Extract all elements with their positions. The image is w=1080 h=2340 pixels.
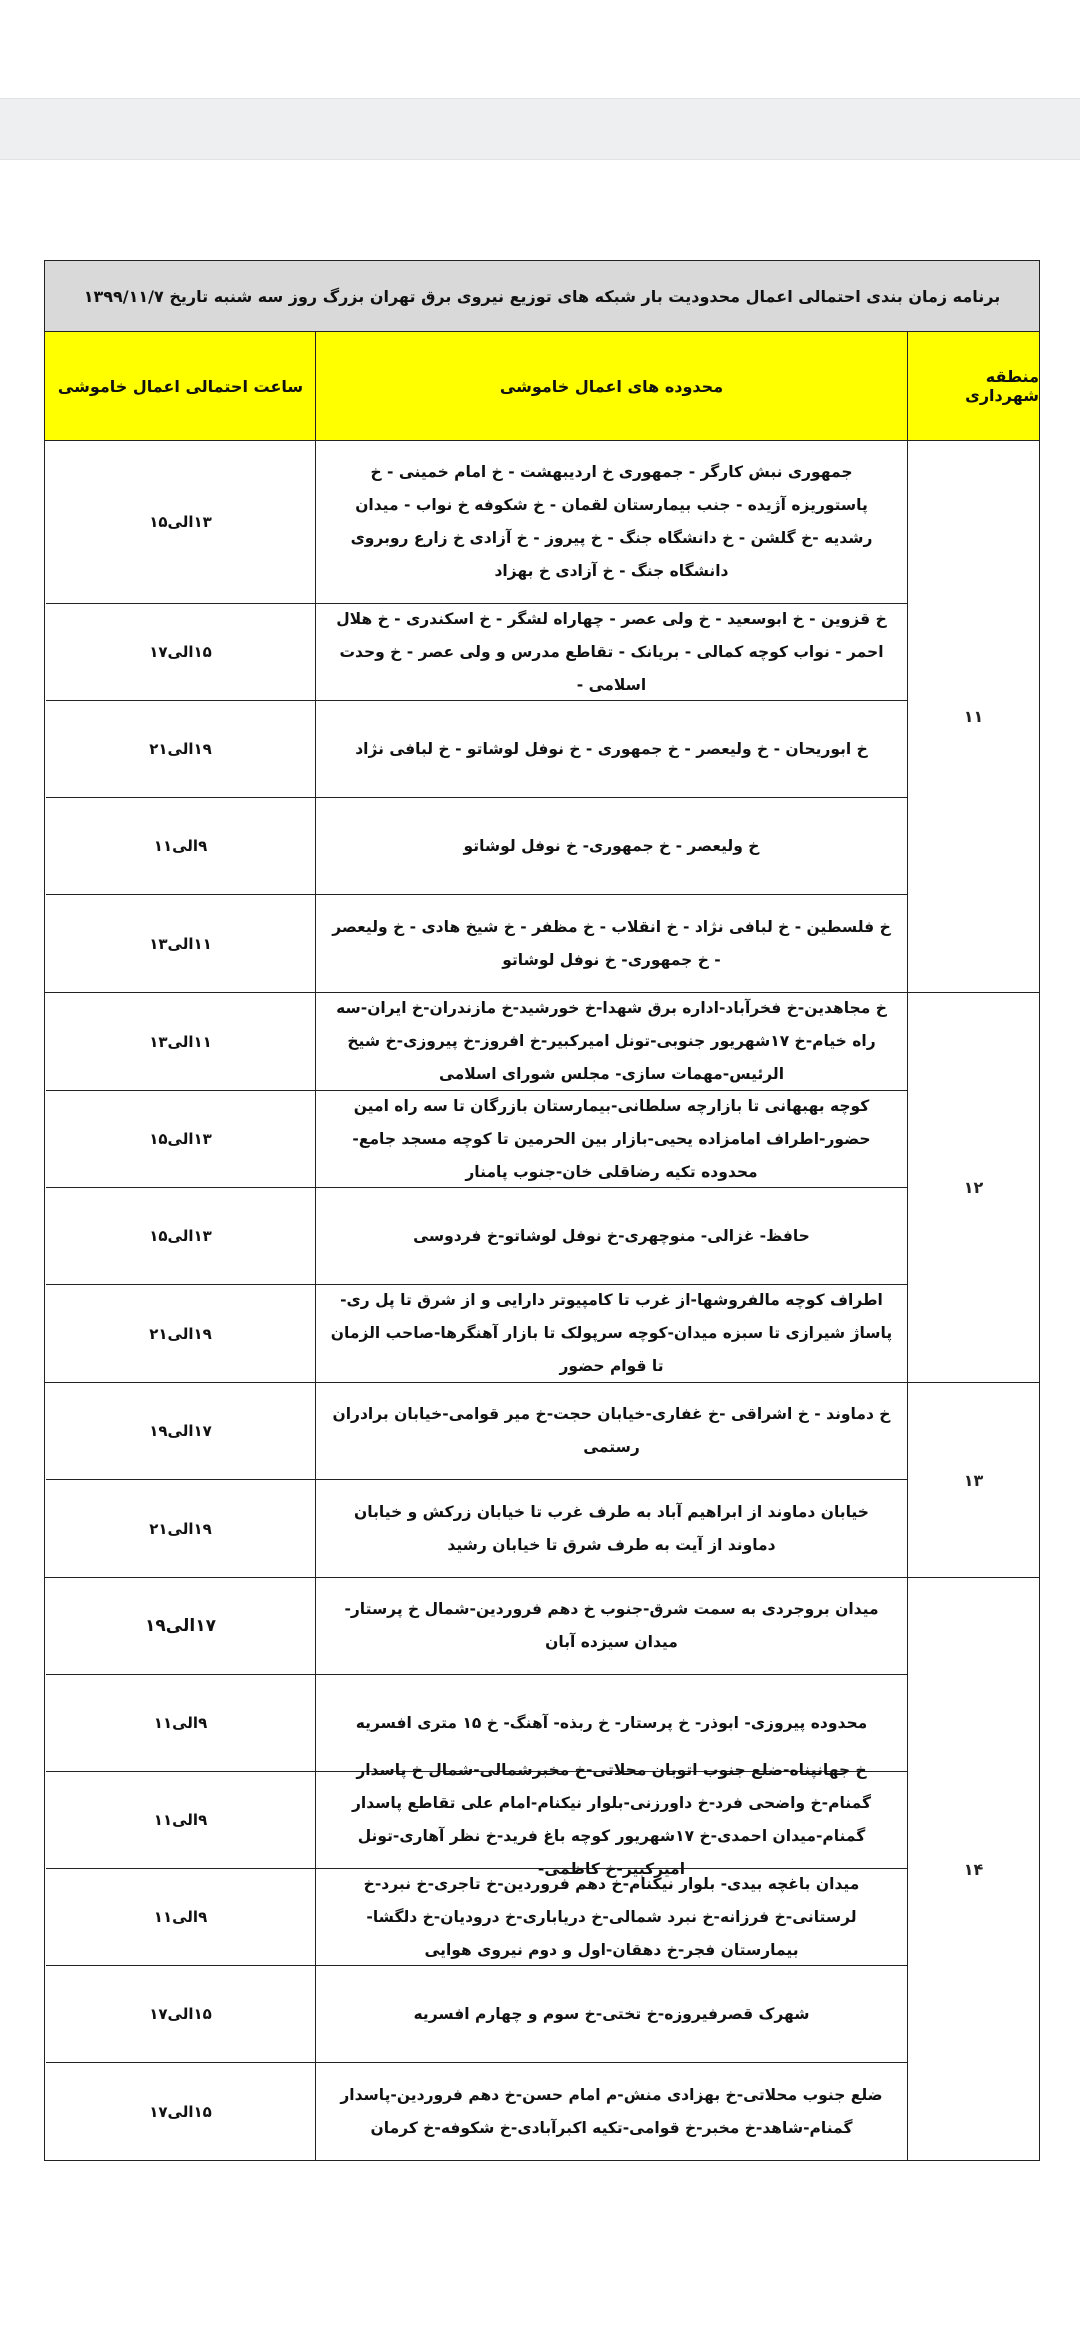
time-cell: ۱۵الی۱۷ — [149, 2005, 212, 2023]
browser-toolbar-band — [0, 98, 1080, 160]
areas-cell: کوچه بهبهانی تا بازارچه سلطانی-بیمارستان بازرگان تا سه راه امین حضور-اطراف امامزاده یحیی-بازار بین الحرمین تا کوچه مسجد جامع-محدوده تکیه رضاقلی خان-جنوب پامنار — [315, 1091, 907, 1187]
time-cell: ۱۵الی۱۷ — [149, 643, 212, 661]
table-row — [46, 798, 907, 895]
time-cell: ۱۷الی۱۹ — [145, 1616, 216, 1636]
time-cell: ۱۹الی۲۱ — [149, 1324, 212, 1343]
table-row — [46, 2063, 907, 2160]
time-cell: ۹الی۱۱ — [153, 837, 208, 855]
district-cell: ۱۲ — [907, 993, 1039, 1382]
district-group-13 — [45, 1383, 1039, 1578]
district-group-14 — [45, 1578, 1039, 2160]
areas-cell: خ ابوریحان - خ ولیعصر - خ جمهوری - خ نوفل لوشاتو - خ لبافی نژاد — [315, 701, 907, 797]
time-cell: ۱۱الی۱۳ — [149, 934, 212, 953]
district-cell: ۱۳ — [907, 1383, 1039, 1577]
table-row — [46, 1966, 907, 2063]
time-cell: ۹الی۱۱ — [153, 1908, 208, 1926]
district-group-11 — [45, 441, 1039, 993]
table-title: برنامه زمان بندی احتمالی اعمال محدودیت بار شبکه های توزیع نیروی برق تهران بزرگ روز سه شنبه تاریخ ۱۳۹۹/۱۱/۷ — [45, 261, 1039, 332]
time-cell: ۱۳الی۱۵ — [149, 513, 212, 531]
district-cell: ۱۴ — [907, 1578, 1039, 2160]
header-time: ساعت احتمالی اعمال خاموشی — [57, 376, 304, 396]
table-row — [46, 1480, 907, 1577]
areas-cell: میدان باغچه بیدی- بلوار نیکنام-خ دهم فروردین-خ تاجری-خ نبرد-خ لرستانی-خ فرزانه-خ نبرد شمالی-خ دریاباری-خ درودیان-خ دلگشا-بیمارستان فجر-خ دهقان-اول و دوم نیروی هوایی — [315, 1869, 907, 1965]
areas-cell: خ مجاهدین-خ فخرآباد-اداره برق شهدا-خ خورشید-خ مازندران-خ ایران-سه راه خیام-خ ۱۷شهریور جنوبی-تونل امیرکبیر-خ افروز-خ پیروزی-خ شیخ الرئیس-مهمات سازی- مجلس شورای اسلامی — [315, 993, 907, 1090]
table-row — [46, 1869, 907, 1966]
district-cell: ۱۱ — [907, 441, 1039, 992]
areas-cell: اطراف کوچه مالفروشها-از غرب تا کامپیوتر دارایی و از شرق تا پل ری-پاساژ شیرازی تا سبزه میدان-کوچه سرپولک تا بازار آهنگرها-صاحب الزمان تا قوام حضور — [315, 1285, 907, 1382]
time-cell: ۱۱الی۱۳ — [149, 1032, 212, 1051]
time-cell: ۱۹الی۲۱ — [149, 1519, 212, 1538]
table-row — [46, 993, 907, 1091]
areas-cell: حافظ- غزالی- منوچهری-خ نوفل لوشاتو-خ فردوسی — [315, 1188, 907, 1284]
table-row — [46, 1091, 907, 1188]
areas-cell: خ ولیعصر - خ جمهوری- خ نوفل لوشاتو — [315, 798, 907, 894]
blackout-schedule-table — [44, 260, 1040, 2161]
areas-cell: خیابان دماوند از ابراهیم آباد به طرف غرب تا خیابان زرکش و خیابان دماوند از آیت به طرف شرق تا خیابان رشید — [315, 1480, 907, 1577]
time-cell: ۱۹الی۲۱ — [149, 740, 212, 758]
time-cell: ۱۳الی۱۵ — [149, 1130, 212, 1148]
top-white-area — [0, 0, 1080, 98]
table-row — [46, 1761, 907, 1878]
areas-cell: جمهوری نبش کارگر - جمهوری خ اردیبهشت - خ امام خمینی - خ پاستوریزه آژیده - جنب بیمارستان لقمان - خ شکوفه خ نواب - میدان رشدیه -خ گلشن - خ دانشگاه جنگ - خ پیروز - خ آزادی خ زارع روبروی دانشگاه جنگ - خ آزادی خ بهزاد — [315, 441, 907, 603]
areas-cell: ضلع جنوب محلاتی-خ بهزادی منش-م امام حسن-خ دهم فروردین-پاسدار گمنام-شاهد-خ مخبر-خ قوامی-تکیه اکبرآبادی-خ شکوفه-خ کرمان — [315, 2063, 907, 2160]
table-row — [46, 1285, 907, 1382]
table-row — [46, 1578, 907, 1675]
areas-cell: خ فلسطین - خ لبافی نژاد - خ انقلاب - خ مظفر - خ شیخ هادی - خ ولیعصر - خ جمهوری- خ نوفل لوشاتو — [315, 895, 907, 992]
district-group-12 — [45, 993, 1039, 1383]
time-cell: ۹الی۱۱ — [153, 1714, 208, 1732]
areas-cell: خ جهانپناه-ضلع جنوب اتوبان محلاتی-خ مخبرشمالی-شمال خ پاسدار گمنام-خ واضحی فرد-خ داورزنی-بلوار نیکنام-امام علی تقاطع پاسدار گمنام-میدان احمدی-خ ۱۷شهریور کوچه باغ فرید-خ نظر آهاری-تونل امیرکبیر-خ کاظمی- — [315, 1772, 907, 1868]
table-row — [46, 1188, 907, 1285]
areas-cell: شهرک قصرفیروزه-خ تختی-خ سوم و چهارم افسریه — [315, 1966, 907, 2062]
areas-cell: محدوده پیروزی- ابوذر- خ پرستار- خ ربذه- آهنگ- خ ۱۵ متری افسریه — [315, 1675, 907, 1771]
table-row — [46, 441, 907, 604]
table-header-row — [45, 332, 1039, 441]
table-row — [46, 1383, 907, 1480]
time-cell: ۱۷الی۱۹ — [149, 1422, 212, 1440]
table-row — [46, 895, 907, 992]
areas-cell: خ دماوند - خ اشراقی -خ غفاری-خیابان حجت-خ میر قوامی-خیابان برادران رستمی — [315, 1383, 907, 1479]
header-areas: محدوده های اعمال خاموشی — [315, 332, 907, 440]
time-cell: ۹الی۱۱ — [153, 1811, 208, 1829]
time-cell: ۱۳الی۱۵ — [149, 1227, 212, 1245]
table-row — [46, 701, 907, 798]
time-cell: ۱۵الی۱۷ — [149, 2102, 212, 2121]
header-district: منطقه شهرداری — [907, 332, 1039, 440]
table-row — [46, 604, 907, 701]
areas-cell: خ قزوین - خ ابوسعید - خ ولی عصر - چهاراه لشگر - خ اسکندری - خ هلال احمر - نواب کوچه کمالی - بریانک - تقاطع مدرس و ولی عصر - خ وحدت اسلامی - — [315, 604, 907, 700]
areas-cell: میدان بروجردی به سمت شرق-جنوب خ دهم فروردین-شمال خ پرستار-میدان سیزده آبان — [315, 1578, 907, 1674]
